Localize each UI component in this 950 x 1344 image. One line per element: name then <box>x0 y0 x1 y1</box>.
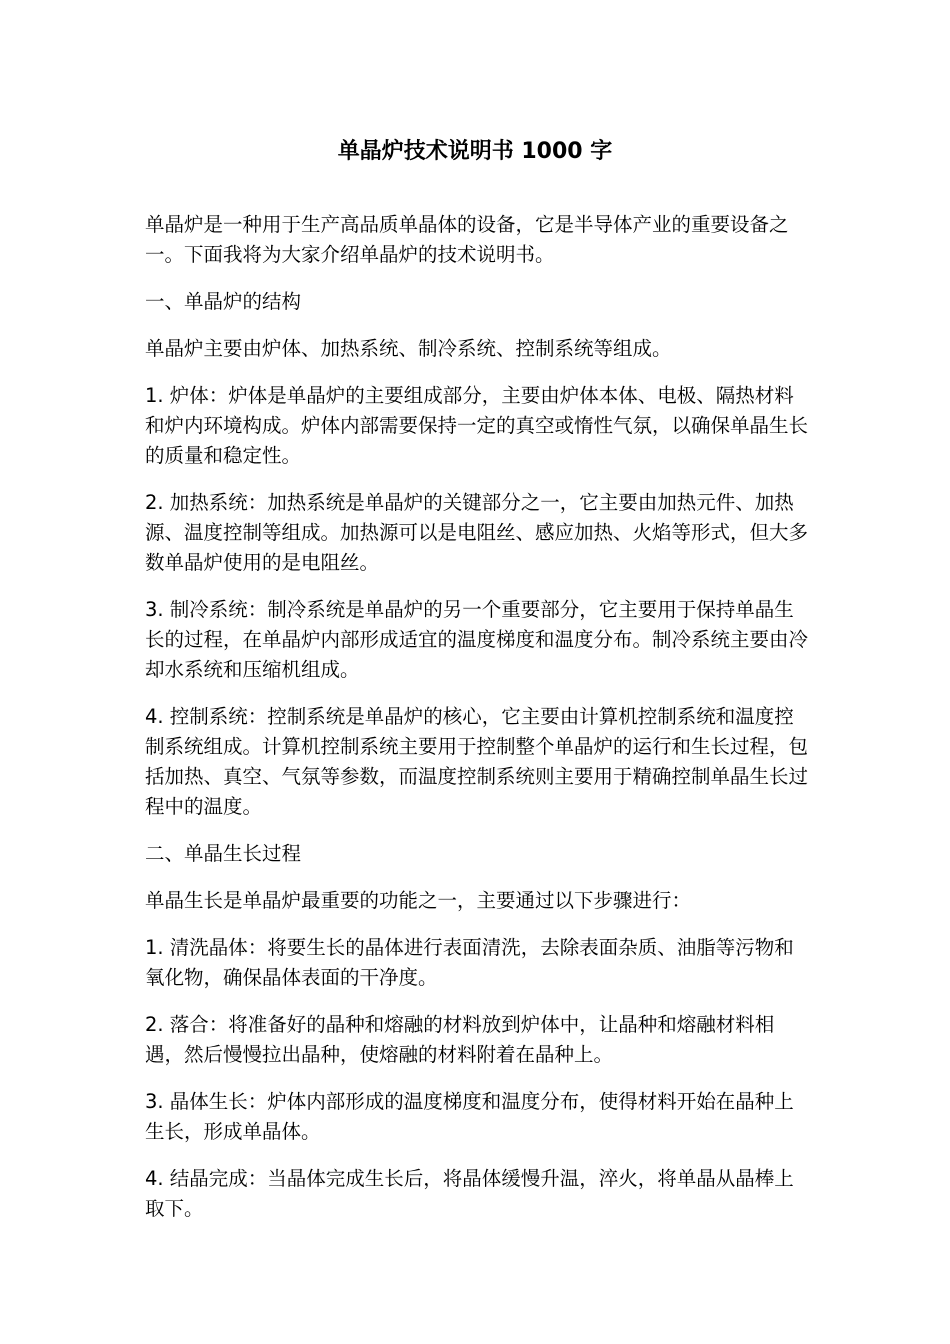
section-heading-growth: 二、单晶生长过程 <box>145 842 302 865</box>
document-title: 单晶炉技术说明书 1000 字 <box>337 139 613 164</box>
paragraph-furnace-body: 1. 炉体：炉体是单晶炉的主要组成部分，主要由炉体本体、电极、隔热材料和炉内环境构成。炉体内部需要保持一定的真空或惰性气氛，以确保单晶生长的质量和稳定性。 <box>145 384 809 467</box>
paragraph-cooling-system: 3. 制冷系统：制冷系统是单晶炉的另一个重要部分，它主要用于保持单晶生长的过程，在单晶炉内部形成适宜的温度梯度和温度分布。制冷系统主要由冷却水系统和压缩机组成。 <box>145 598 809 681</box>
paragraph-intro: 单晶炉是一种用于生产高品质单晶体的设备，它是半导体产业的重要设备之一。下面我将为大家介绍单晶炉的技术说明书。 <box>145 213 789 266</box>
paragraph-crystal-growth: 3. 晶体生长：炉体内部形成的温度梯度和温度分布，使得材料开始在晶种上生长，形成单晶体。 <box>145 1090 794 1143</box>
paragraph-seeding: 2. 落合：将准备好的晶种和熔融的材料放到炉体中，让晶种和熔融材料相遇，然后慢慢拉出晶种，使熔融的材料附着在晶种上。 <box>145 1013 775 1066</box>
paragraph-crystallization-complete: 4. 结晶完成：当晶体完成生长后，将晶体缓慢升温，淬火，将单晶从晶棒上取下。 <box>145 1167 794 1220</box>
paragraph-structure-overview: 单晶炉主要由炉体、加热系统、制冷系统、控制系统等组成。 <box>145 337 672 360</box>
document-body <box>145 210 810 1241</box>
section-heading-structure: 一、单晶炉的结构 <box>145 290 302 313</box>
paragraph-cleaning: 1. 清洗晶体：将要生长的晶体进行表面清洗，去除表面杂质、油脂等污物和氧化物，确保晶体表面的干净度。 <box>145 936 794 989</box>
paragraph-heating-system: 2. 加热系统：加热系统是单晶炉的关键部分之一，它主要由加热元件、加热源、温度控制等组成。加热源可以是电阻丝、感应加热、火焰等形式，但大多数单晶炉使用的是电阻丝。 <box>145 491 809 574</box>
paragraph-control-system: 4. 控制系统：控制系统是单晶炉的核心，它主要由计算机控制系统和温度控制系统组成。计算机控制系统主要用于控制整个单晶炉的运行和生长过程，包括加热、真空、气氛等参数，而温度控制系统则主要用于精确控制单晶生长过程中的温度。 <box>145 705 809 818</box>
paragraph-growth-overview: 单晶生长是单晶炉最重要的功能之一，主要通过以下步骤进行： <box>145 889 692 912</box>
